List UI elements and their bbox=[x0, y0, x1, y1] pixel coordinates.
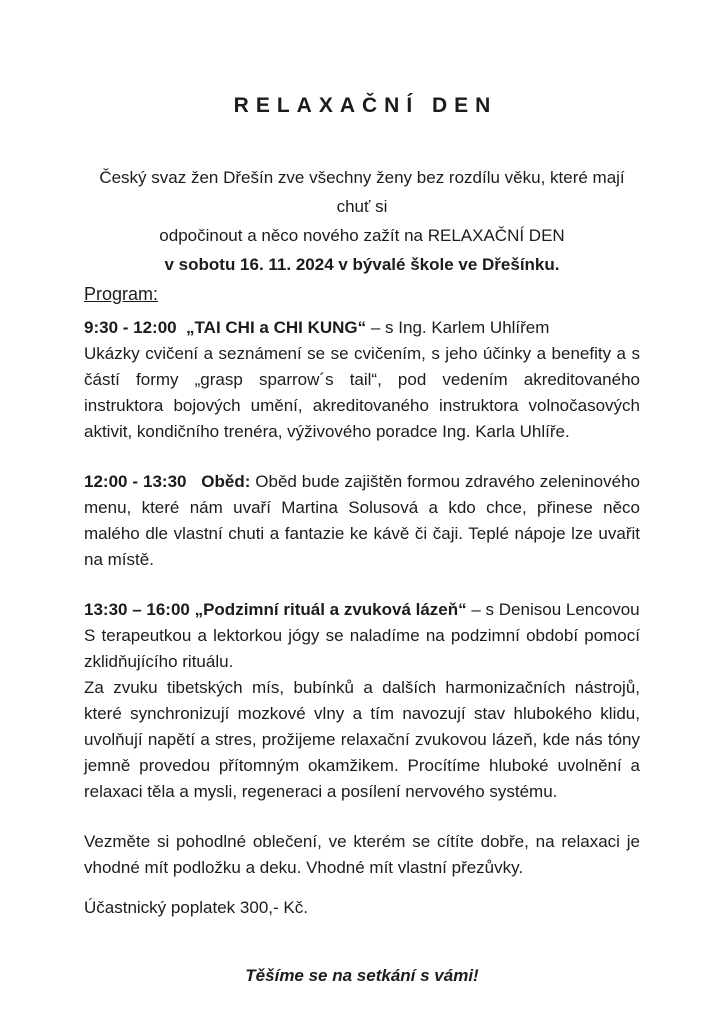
clothing-note: Vezměte si pohodlné oblečení, ve kterém se cítíte dobře, na relaxaci je vhodné mít podložku a deku. Vhodné mít vlastní přezůvky. bbox=[84, 832, 640, 877]
lunch-description-text: Oběd bude zajištěn formou zdravého zeleninového menu, které nám uvaří Martina Solusová a kdo chce, přinese něco malého dle vlastní chuti a fantazie ke kávě či čaji. Teplé nápoje lze uvařit na místě. bbox=[84, 472, 640, 569]
closing-line: Těšíme se na setkání s vámi! bbox=[245, 966, 479, 985]
session-time-title: 12:00 - 13:30 Oběd: bbox=[84, 472, 251, 491]
fee-note: Účastnický poplatek 300,- Kč. bbox=[84, 898, 308, 917]
program-item-ritual bbox=[84, 597, 640, 805]
program-item-tai-chi bbox=[84, 315, 640, 445]
intro-line-1: Český svaz žen Dřešín zve všechny ženy bez rozdílu věku, které mají chuť si bbox=[99, 168, 625, 216]
intro-date-location: v sobotu 16. 11. 2024 v bývalé škole ve Dřešínku. bbox=[164, 255, 560, 274]
session-description-ritual-1: S terapeutkou a lektorkou jógy se naladíme na podzimní období pomocí zklidňujícího rituálu. bbox=[84, 626, 640, 671]
session-heading-ritual bbox=[84, 597, 640, 623]
intro-paragraph bbox=[84, 163, 640, 279]
session-description-ritual-2: Za zvuku tibetských mís, bubínků a dalších harmonizačních nástrojů, které synchronizují mozkové vlny a tím navozují stav hlubokého klidu, uvolňují napětí a stres, prožijeme relaxační zvukovou lázeň, kde nás tóny jemně provedou přítomným okamžikem. Procítíme hluboké uvolnění a relaxaci těla a mysli, regeneraci a posílení nervového systému. bbox=[84, 678, 640, 801]
intro-line-2: odpočinout a něco nového zažít na RELAXAČNÍ DEN bbox=[159, 226, 565, 245]
program-item-lunch bbox=[84, 469, 640, 573]
session-presenter: – s Denisou Lencovou bbox=[466, 600, 640, 619]
session-time-title: 9:30 - 12:00 „TAI CHI a CHI KUNG“ bbox=[84, 318, 367, 337]
session-heading-tai-chi bbox=[84, 315, 640, 341]
session-presenter: – s Ing. Karlem Uhlířem bbox=[366, 318, 550, 337]
page-title: RELAXAČNÍ DEN bbox=[233, 94, 498, 117]
session-description-tai-chi: Ukázky cvičení a seznámení se se cvičením, s jeho účinky a benefity a s částí formy „grasp sparrow´s tail“, pod vedením akreditovaného instruktora bojových umění, akreditovaného instruktora volnočasových aktivit, kondičního trenéra, výživového poradce Ing. Karla Uhlíře. bbox=[84, 344, 640, 441]
session-time-title: 13:30 – 16:00 „Podzimní rituál a zvuková lázeň“ bbox=[84, 600, 467, 619]
session-description-lunch bbox=[84, 469, 640, 573]
program-heading: Program: bbox=[84, 284, 159, 304]
